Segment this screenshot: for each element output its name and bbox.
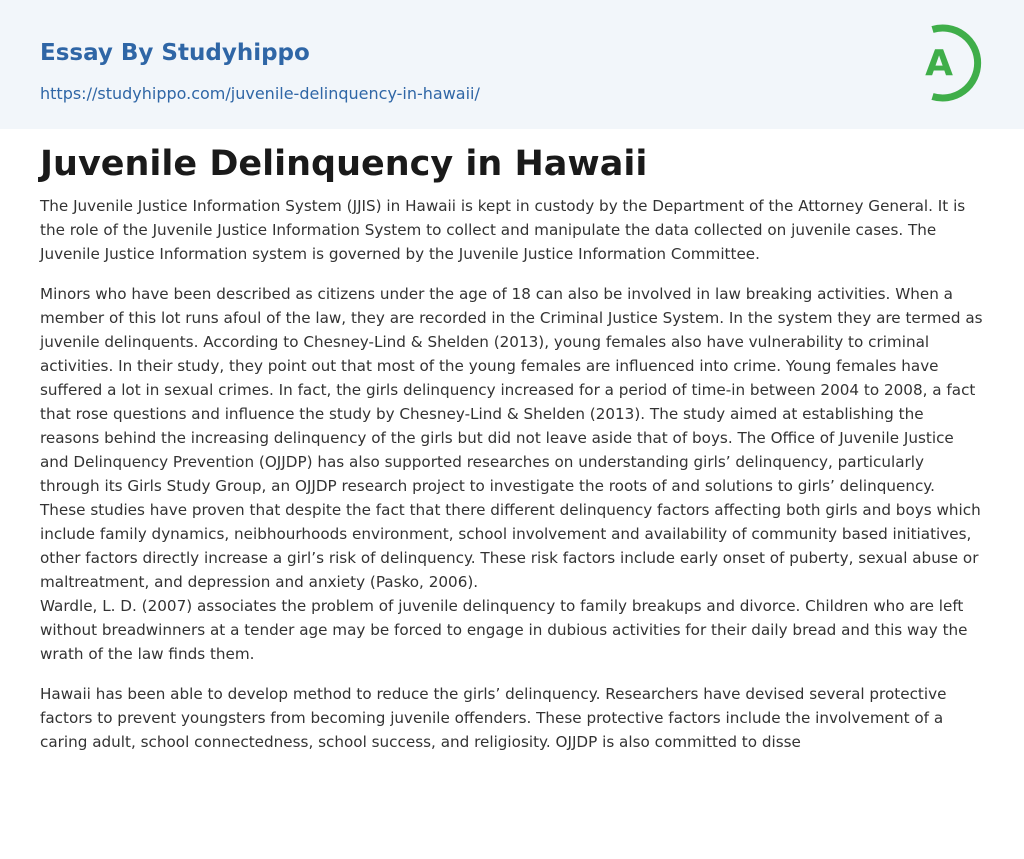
studyhippo-logo-icon[interactable] [912,18,988,108]
article-body [40,194,984,770]
source-url-link[interactable]: https://studyhippo.com/juvenile-delinquency-in-hawaii/ [40,84,480,103]
article-paragraph: Wardle, L. D. (2007) associates the problem of juvenile delinquency to family breakups and divorce. Children who are left without breadwinners at a tender age may be forced to engage in dubious activities for their daily bread and this way the wrath of the law finds them. [40,597,968,663]
article-paragraph: Minors who have been described as citizens under the age of 18 can also be involved in law breaking activities. When a member of this lot runs afoul of the law, they are recorded in the Criminal Justice System. In the system they are termed as juvenile delinquents. According to Chesney-Lind & Shelden (2013), young females also have vulnerability to criminal activities. In their study, they point out that most of the young females are influenced into crime. Young females have suffered a lot in sexual crimes. In fact, the girls delinquency increased for a period of time-in between 2004 to 2008, a fact that rose questions and influence the study by Chesney-Lind & Shelden (2013). The study aimed at establishing the reasons behind the increasing delinquency of the girls but did not leave aside that of boys. The Office of Juvenile Justice and Delinquency Prevention (OJJDP) has also supported researches on understanding girls’ delinquency, particularly through its Girls Study Group, an OJJDP research project to investigate the roots of and solutions to girls’ delinquency. These studies have proven that despite the fact that there different delinquency factors affecting both girls and boys which include family dynamics, neibhourhoods environment, school involvement and availability of community based initiatives, other factors directly increase a girl’s risk of delinquency. These risk factors include early onset of puberty, sexual abuse or maltreatment, and depression and anxiety (Pasko, 2006). [40,285,983,591]
article-paragraph: The Juvenile Justice Information System (JJIS) in Hawaii is kept in custody by the Department of the Attorney General. It is the role of the Juvenile Justice Information System to collect and manipulate the data collected on juvenile cases. The Juvenile Justice Information system is governed by the Juvenile Justice Information Committee. [40,197,966,263]
logo-letter: A [925,43,953,84]
article-paragraph: Hawaii has been able to develop method to reduce the girls’ delinquency. Researchers have devised several protective factors to prevent youngsters from becoming juvenile offenders. These protective factors include the involvement of a caring adult, school connectedness, school success, and religiosity. OJJDP is also committed to disse [40,685,947,751]
site-header [0,0,1024,129]
brand-title[interactable]: Essay By Studyhippo [40,40,310,66]
page-title: Juvenile Delinquency in Hawaii [40,144,648,184]
